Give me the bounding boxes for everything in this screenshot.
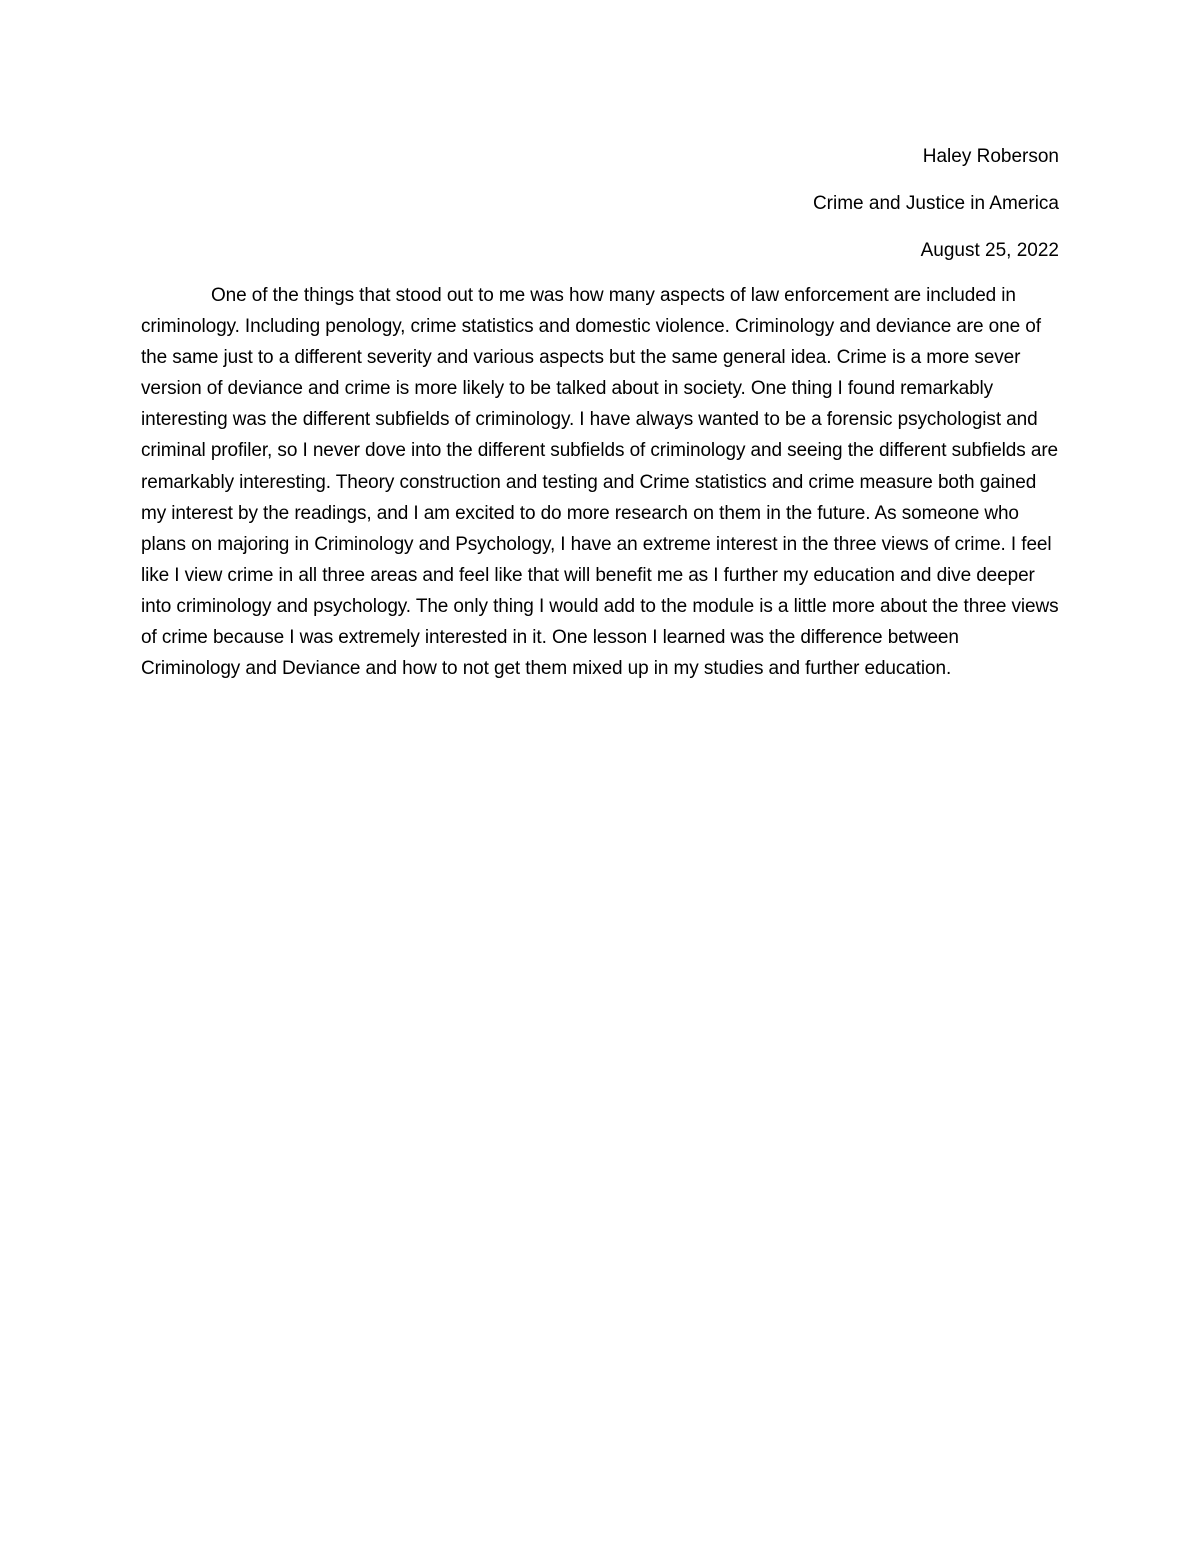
- body-paragraph: One of the things that stood out to me was how many aspects of law enforcement are included in criminology. Including penology, crime statistics and domestic violence. Criminology and deviance are one of the same just to a different severity and various aspects but the same general idea. Crime is a more sever version of deviance and crime is more likely to be talked about in society. One thing I found remarkably interesting was the different subfields of criminology. I have always wanted to be a forensic psychologist and criminal profiler, so I never dove into the different subfields of criminology and seeing the different subfields are remarkably interesting. Theory construction and testing and Crime statistics and crime measure both gained my interest by the readings, and I am excited to do more research on them in the future. As someone who plans on majoring in Criminology and Psychology, I have an extreme interest in the three views of crime. I feel like I view crime in all three areas and feel like that will benefit me as I further my education and dive deeper into criminology and psychology. The only thing I would add to the module is a little more about the three views of crime because I was extremely interested in it. One lesson I learned was the difference between Criminology and Deviance and how to not get them mixed up in my studies and further education.: [141, 285, 1059, 680]
- course-title: Crime and Justice in America: [812, 193, 1059, 214]
- document-header: [141, 140, 1059, 281]
- author-name: Haley Roberson: [922, 146, 1059, 167]
- document-date: August 25, 2022: [920, 240, 1059, 261]
